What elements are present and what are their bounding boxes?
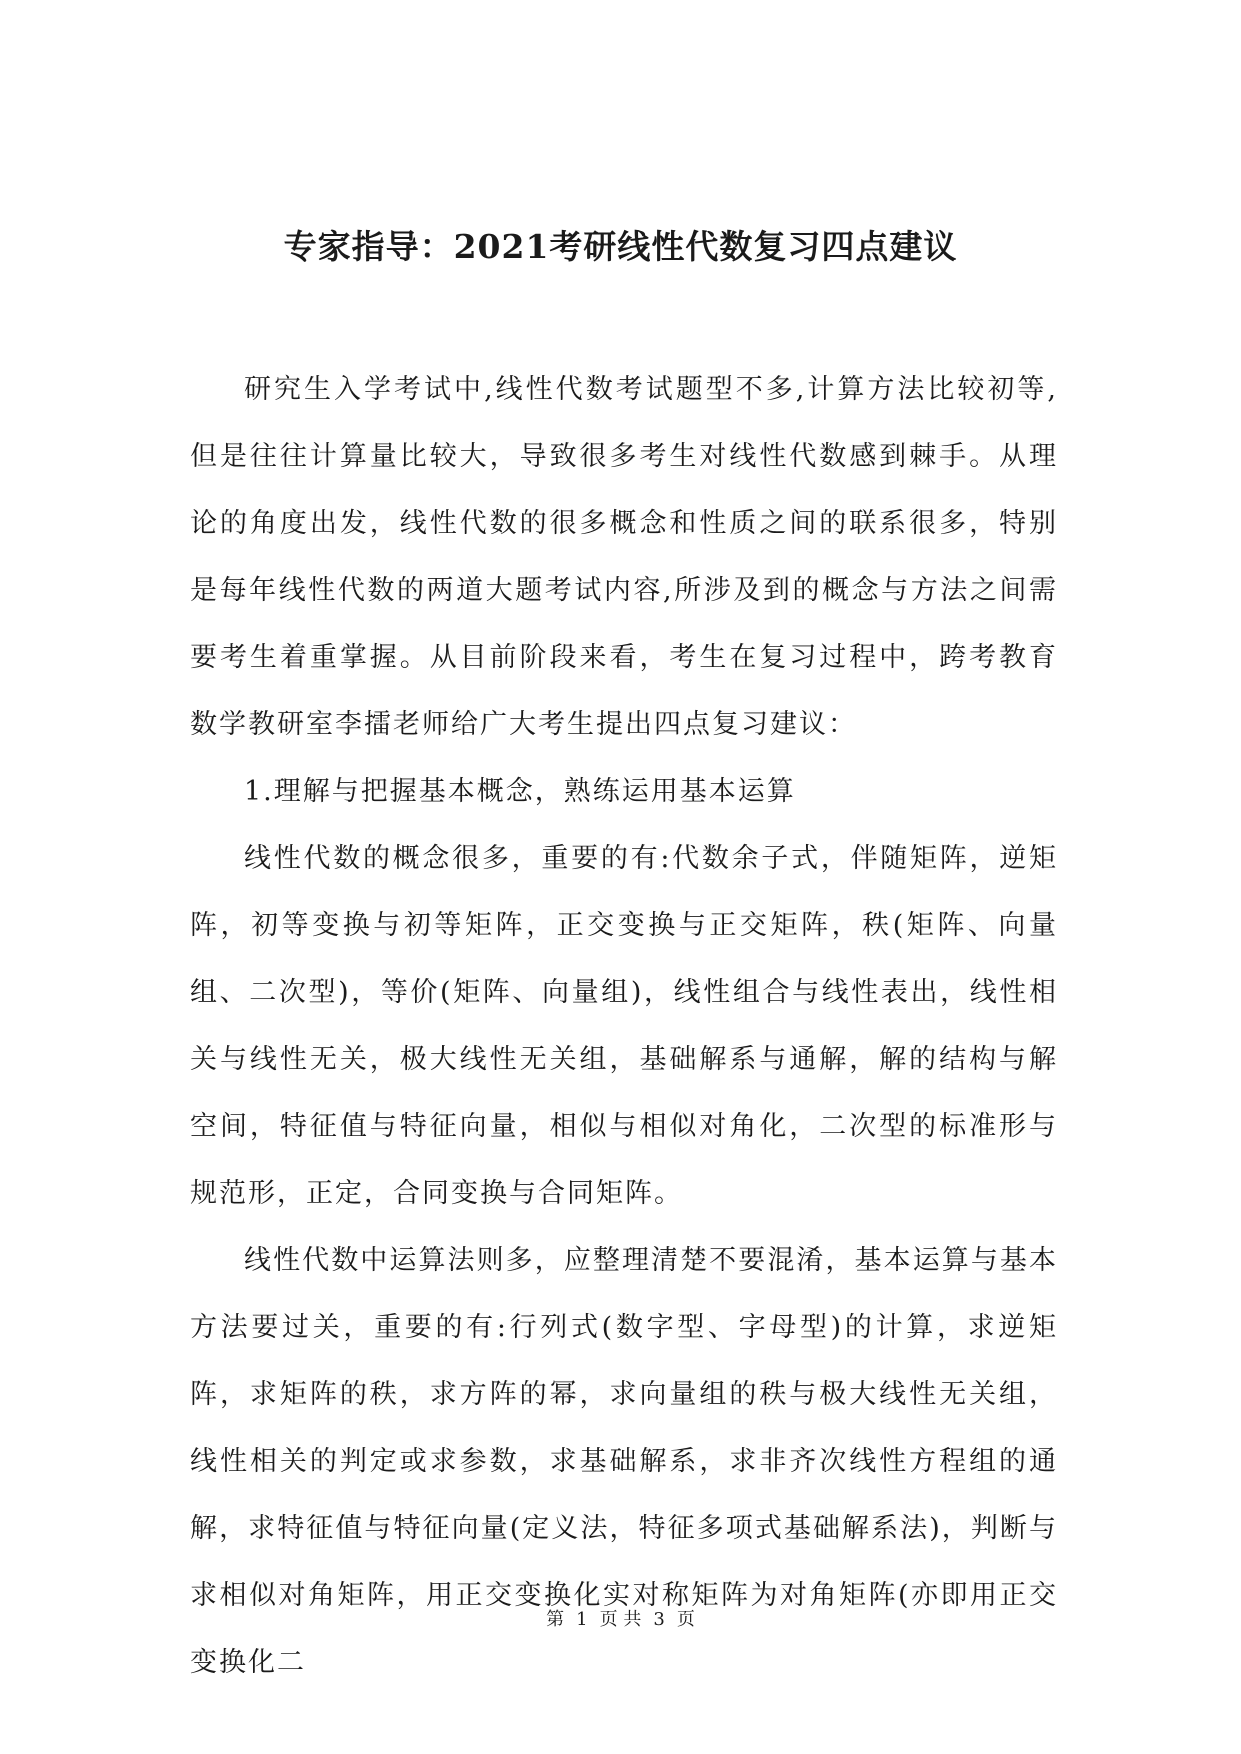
footer-page-number: 1 (576, 1609, 588, 1630)
concepts-paragraph: 线性代数的概念很多，重要的有:代数余子式，伴随矩阵，逆矩阵，初等变换与初等矩阵，正交变换与正交矩阵，秩(矩阵、向量组、二次型)，等价(矩阵、向量组)，线性组合与线性表出，线性相关与线性无关，极大线性无关组，基础解系与通解，解的结构与解空间，特征值与特征向量，相似与相似对角化，二次型的标准形与规范形，正定，合同变换与合同矩阵。 (190, 843, 1058, 1209)
footer-prefix: 第 (546, 1609, 565, 1630)
footer-total-pages: 3 (653, 1609, 665, 1630)
footer-middle: 页 共 (599, 1609, 642, 1630)
intro-paragraph: 研究生入学考试中,线性代数考试题型不多,计算方法比较初等,但是往往计算量比较大，导致很多考生对线性代数感到棘手。从理论的角度出发，线性代数的很多概念和性质之间的联系很多，特别是每年线性代数的两道大题考试内容,所涉及到的概念与方法之间需要考生着重掌握。从目前阶段来看，考生在复习过程中，跨考教育数学教研室李擂老师给广大考生提出四点复习建议： (190, 374, 1058, 740)
page-title: 专家指导：2021考研线性代数复习四点建议 (283, 227, 958, 266)
section-heading-1: 1.理解与把握基本概念，熟练运用基本运算 (244, 776, 796, 807)
footer-suffix: 页 (676, 1609, 695, 1630)
operations-paragraph: 线性代数中运算法则多，应整理清楚不要混淆，基本运算与基本方法要过关，重要的有:行列式(数字型、字母型)的计算，求逆矩阵，求矩阵的秩，求方阵的幂，求向量组的秩与极大线性无关组，线性相关的判定或求参数，求基础解系，求非齐次线性方程组的通解，求特征值与特征向量(定义法，特征多项式基础解系法)，判断与求相似对角矩阵，用正交变换化实对称矩阵为对角矩阵(亦即用正交变换化二 (190, 1245, 1058, 1678)
document-body (190, 356, 1058, 1696)
page-footer (0, 1607, 1241, 1633)
